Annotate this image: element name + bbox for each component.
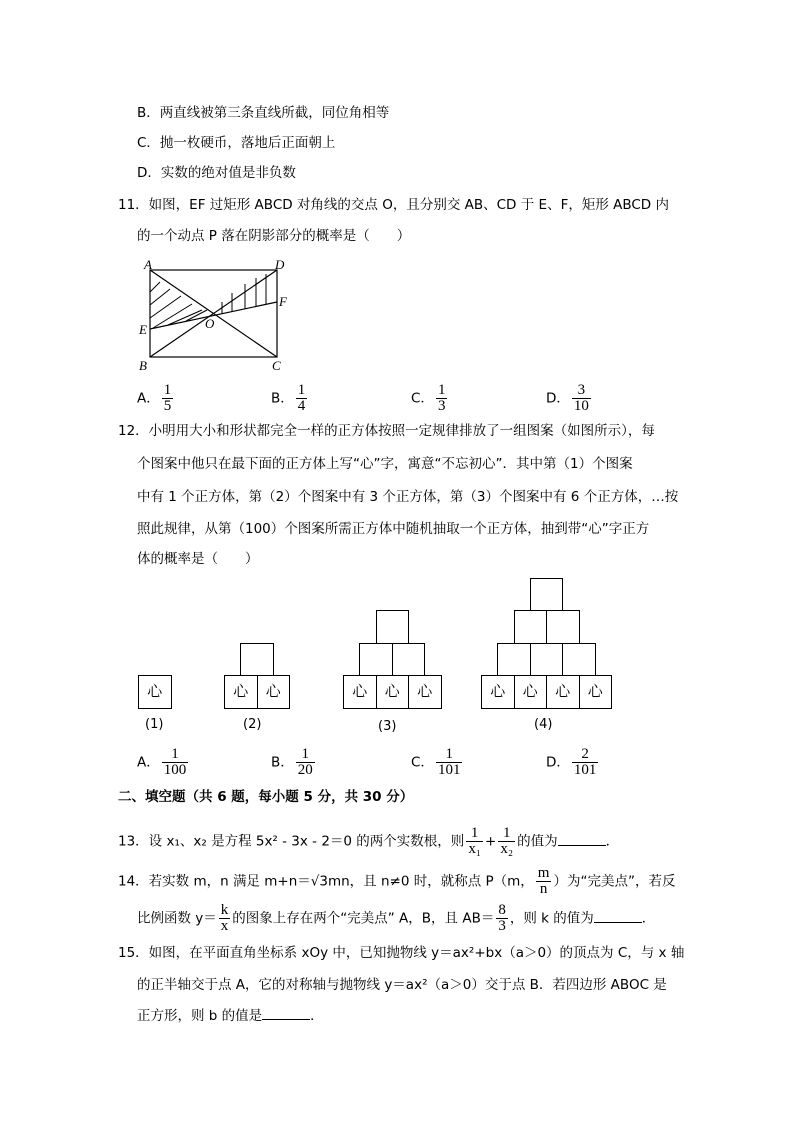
q11-option-b: B． $\frac{1}{4}$ <box>271 382 306 414</box>
cube <box>392 643 426 677</box>
q14-text-2: 比例函数 y＝ $\frac{k}{x}$ 的图象上存在两个“完美点” A，B，且 AB＝ $\frac{8}{3}$ ，则 k 的值为 ． <box>137 902 656 934</box>
q11-text-2: 的一个动点 P 落在阴影部分的概率是（ ） <box>137 228 411 244</box>
cube: 心 <box>257 675 291 709</box>
answer-blank[interactable] <box>558 833 606 846</box>
cube <box>497 643 531 677</box>
label-f: F <box>279 294 287 309</box>
cube <box>240 643 274 677</box>
q10-option-b: B．两直线被第三条直线所截，同位角相等 <box>137 105 390 121</box>
q15-text-1: 15．如图，在平面直角坐标系 xOy 中，已知抛物线 y＝ax²+bx（a＞0）的顶点为 C，与 x 轴 <box>118 945 685 961</box>
section-2-heading: 二、填空题（共 6 题，每小题 5 分，共 30 分） <box>118 789 414 805</box>
q14-text-1: 14．若实数 m，n 满足 m+n＝√3mn，且 n≠0 时，就称点 P（m， $\frac{m}{n}$ ）为“完美点”，若反 <box>118 865 676 897</box>
cube: 心 <box>579 675 613 709</box>
q12-option-b: B． $\frac{1}{20}$ <box>271 746 313 778</box>
label-d: D <box>275 257 285 272</box>
q11-option-d: D． $\frac{3}{10}$ <box>546 382 589 414</box>
cube <box>530 643 564 677</box>
fig-label-3: (3) <box>378 719 397 734</box>
q10-option-c: C．抛一枚硬币，落地后正面朝上 <box>137 135 336 151</box>
q12-text-1: 12．小明用大小和形状都完全一样的正方体按照一定规律排放了一组图案（如图所示），每 <box>118 423 655 439</box>
fig-label-2: (2) <box>243 717 262 732</box>
q12-text-3: 中有 1 个正方体，第（2）个图案中有 3 个正方体，第（3）个图案中有 6 个正方体，…按 <box>137 489 679 505</box>
q12-option-d: D． $\frac{2}{101}$ <box>546 746 597 778</box>
answer-blank[interactable] <box>594 910 642 923</box>
cube <box>359 643 393 677</box>
q15-text-2: 的正半轴交于点 A，它的对称轴与抛物线 y＝ax²（a＞0）交于点 B．若四边形 ABOC 是 <box>137 977 667 993</box>
label-a: A <box>144 257 152 272</box>
q11-text-1: 11．如图，EF 过矩形 ABCD 对角线的交点 O，且分别交 AB、CD 于 E、F，矩形 ABCD 内 <box>118 197 669 213</box>
cube: 心 <box>408 675 442 709</box>
cube: 心 <box>376 675 410 709</box>
q12-option-c: C． $\frac{1}{101}$ <box>411 746 461 778</box>
answer-blank[interactable] <box>262 1007 310 1020</box>
cube: 心 <box>481 675 515 709</box>
q13-text: 13．设 x₁、x₂ 是方程 5x² - 3x - 2＝0 的两个实数根，则 $\frac{1}{\text{x₁}}$ + $\frac{1}{\text{x₂}}$ 的值为 ． <box>118 825 620 857</box>
q11-rectangle-figure <box>130 255 300 375</box>
cube: 心 <box>343 675 377 709</box>
cube <box>376 610 410 644</box>
q11-option-c: C． $\frac{1}{3}$ <box>411 382 446 414</box>
q11-option-a: A． $\frac{1}{5}$ <box>137 382 172 414</box>
cube: 心 <box>514 675 548 709</box>
q15-text-3: 正方形，则 b 的值是 ． <box>137 1008 324 1024</box>
cube <box>530 578 564 612</box>
label-b: B <box>139 358 147 373</box>
label-o: O <box>205 316 215 331</box>
q12-text-5: 体的概率是（ ） <box>137 551 259 567</box>
cube <box>562 643 596 677</box>
fig-label-1: (1) <box>145 717 164 732</box>
cube: 心 <box>138 675 172 709</box>
label-e: E <box>139 322 147 337</box>
q10-option-d: D．实数的绝对值是非负数 <box>137 165 296 181</box>
cube: 心 <box>224 675 258 709</box>
q12-option-a: A． $\frac{1}{100}$ <box>137 746 187 778</box>
fig-label-4: (4) <box>534 717 553 732</box>
cube <box>514 610 548 644</box>
q12-text-2: 个图案中他只在最下面的正方体上写“心”字，寓意“不忘初心”．其中第（1）个图案 <box>137 456 633 472</box>
cube <box>546 610 580 644</box>
q12-text-4: 照此规律，从第（100）个图案所需正方体中随机抽取一个正方体，抽到带“心”字正方 <box>137 521 650 537</box>
label-c: C <box>272 358 281 373</box>
cube: 心 <box>546 675 580 709</box>
